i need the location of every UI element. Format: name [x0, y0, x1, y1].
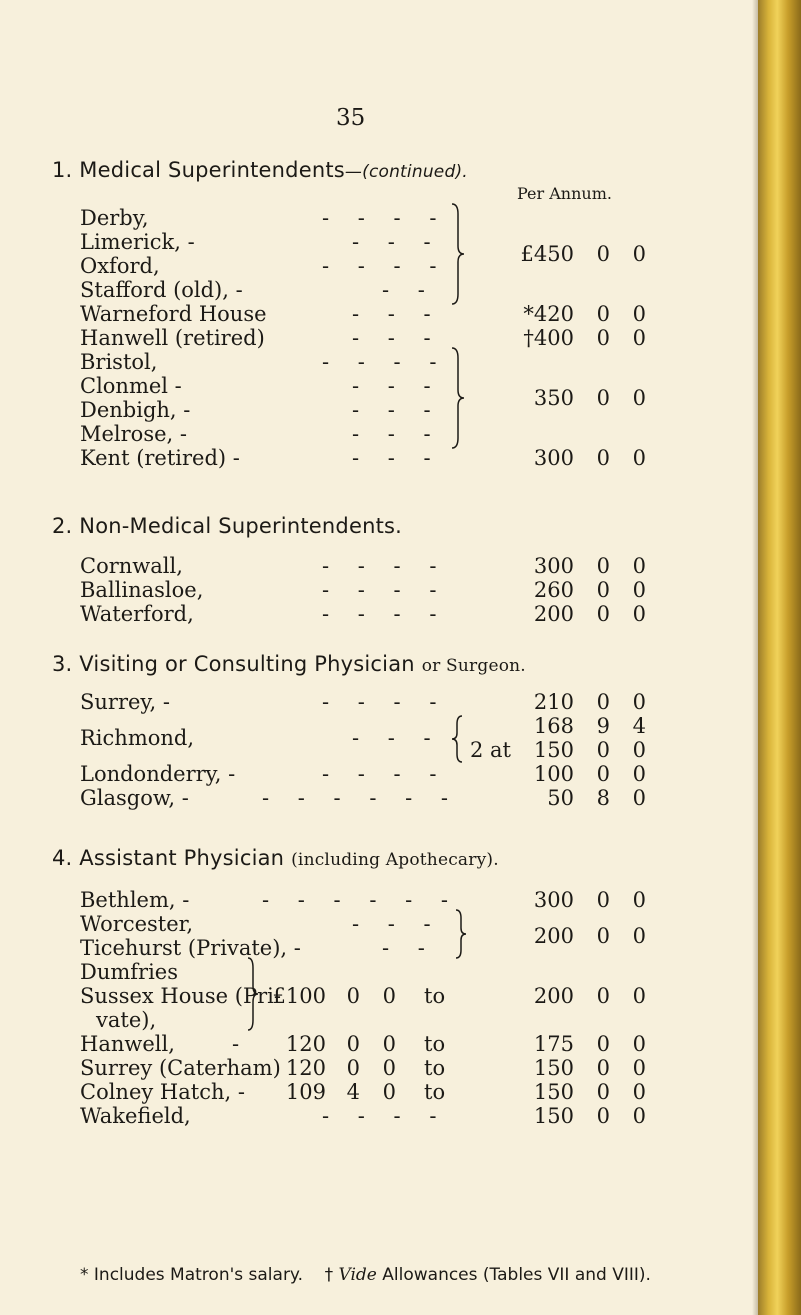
list-item: Denbigh, -: [80, 398, 191, 422]
left-brace: [450, 714, 464, 764]
amount-pounds: 200: [533, 984, 574, 1008]
amount-shillings: 0: [596, 326, 610, 350]
leader-dashes: - - -: [352, 374, 442, 398]
amount-pence: 0: [632, 446, 646, 470]
amount-shillings: 0: [596, 386, 610, 410]
leader-dashes: - - -: [352, 230, 442, 254]
book-spine: [758, 0, 801, 1315]
amount-shillings: 0: [596, 984, 610, 1008]
range-to: to: [424, 984, 446, 1008]
footnote-matron: * Includes Matron's salary.: [80, 1265, 303, 1285]
list-item: Hanwell,: [80, 1032, 175, 1056]
amount-pounds: 150: [533, 1080, 574, 1104]
list-item: Derby,: [80, 206, 149, 230]
amount-pence: 0: [632, 1032, 646, 1056]
list-item: Colney Hatch, -: [80, 1080, 245, 1104]
list-item: Worcester,: [80, 912, 194, 936]
footnote: [80, 1265, 651, 1285]
amount-pence: 0: [632, 1080, 646, 1104]
leader-dashes: - - - -: [322, 350, 448, 374]
leader-dashes: - - -: [352, 326, 442, 350]
amount-pence: 0: [632, 554, 646, 578]
right-brace: [454, 908, 468, 960]
list-item: Limerick, -: [80, 230, 195, 254]
leader-dashes: - - - - - -: [262, 888, 459, 912]
amount-shillings: 4: [346, 1080, 360, 1104]
leader-dashes: - - -: [352, 726, 442, 750]
amount-pence: 0: [632, 326, 646, 350]
amount-pence: 0: [632, 738, 646, 762]
amount-pence: 0: [632, 762, 646, 786]
section-3-heading: [52, 652, 526, 676]
amount-pence: 0: [632, 1104, 646, 1128]
amount-pounds: £100: [272, 984, 326, 1008]
amount-shillings: 0: [346, 984, 360, 1008]
amount-shillings: 8: [596, 786, 610, 810]
amount-shillings: 0: [596, 888, 610, 912]
amount-pence: 0: [632, 984, 646, 1008]
amount-shillings: 0: [596, 302, 610, 326]
list-item: Wakefield,: [80, 1104, 191, 1128]
amount-pence: 0: [632, 924, 646, 948]
list-item: vate),: [96, 1008, 157, 1032]
amount-pounds: *420: [523, 302, 574, 326]
amount-shillings: 0: [596, 242, 610, 266]
leader-dashes: - - - -: [322, 690, 448, 714]
section-4-title: 4. Assistant Physician: [52, 846, 285, 870]
footnote-allowances: Allowances (Tables VII and VIII).: [382, 1265, 651, 1285]
list-item: Surrey (Caterham): [80, 1056, 281, 1080]
amount-pounds: 350: [533, 386, 574, 410]
amount-pounds: 200: [533, 602, 574, 626]
right-brace: [246, 956, 260, 1032]
amount-shillings: 0: [596, 1032, 610, 1056]
amount-pounds: 100: [533, 762, 574, 786]
amount-shillings: 0: [596, 1056, 610, 1080]
list-item: Bethlem, -: [80, 888, 190, 912]
list-item: Hanwell (retired): [80, 326, 265, 350]
amount-pounds: 300: [533, 446, 574, 470]
amount-shillings: 0: [596, 924, 610, 948]
leader-dashes: - - - -: [322, 762, 448, 786]
amount-pence: 4: [632, 714, 646, 738]
section-4-suffix: (including Apothecary).: [291, 850, 499, 870]
range-to: to: [424, 1056, 446, 1080]
amount-pence: 0: [632, 242, 646, 266]
amount-pounds: 120: [285, 1032, 326, 1056]
amount-pence: 0: [632, 690, 646, 714]
amount-shillings: 9: [596, 714, 610, 738]
amount-shillings: 0: [596, 1080, 610, 1104]
page-number: 35: [336, 105, 366, 131]
amount-shillings: 0: [596, 554, 610, 578]
amount-pounds: 175: [533, 1032, 574, 1056]
leader-dashes: - - - -: [322, 1104, 448, 1128]
list-item: Richmond,: [80, 726, 195, 750]
amount-shillings: 0: [596, 446, 610, 470]
amount-shillings: 0: [596, 690, 610, 714]
leader-dashes: - - - -: [322, 206, 448, 230]
list-item: Kent (retired) -: [80, 446, 240, 470]
amount-pounds: 200: [533, 924, 574, 948]
range-to: to: [424, 1032, 446, 1056]
list-item: Londonderry, -: [80, 762, 236, 786]
amount-pounds: 300: [533, 888, 574, 912]
leader-dashes: - -: [382, 936, 436, 960]
amount-shillings: 0: [346, 1032, 360, 1056]
amount-pounds: 150: [533, 1104, 574, 1128]
section-1-heading: [52, 158, 468, 182]
amount-pence: 0: [382, 1056, 396, 1080]
list-item: Sussex House (Pri-: [80, 984, 281, 1008]
amount-pounds: 300: [533, 554, 574, 578]
amount-shillings: 0: [596, 578, 610, 602]
list-item: Glasgow, -: [80, 786, 189, 810]
section-3-suffix: or Surgeon.: [421, 656, 526, 676]
footnote-vide: Vide: [338, 1265, 377, 1285]
amount-pounds: 109: [285, 1080, 326, 1104]
leader-dashes: - - -: [352, 912, 442, 936]
amount-pounds: 210: [533, 690, 574, 714]
list-item: Oxford,: [80, 254, 160, 278]
amount-pounds: 50: [547, 786, 574, 810]
right-brace: [450, 346, 466, 450]
section-4-heading: [52, 846, 499, 870]
section-3-title: 3. Visiting or Consulting Physician: [52, 652, 415, 676]
leader-dashes: - - -: [352, 302, 442, 326]
amount-shillings: 0: [596, 738, 610, 762]
amount-pounds: £450: [520, 242, 574, 266]
amount-pence: 0: [632, 1056, 646, 1080]
section-2-heading: 2. Non-Medical Superintendents.: [52, 514, 403, 538]
amount-pounds: 168: [533, 714, 574, 738]
amount-shillings: 0: [596, 762, 610, 786]
leader-dashes: - - - -: [322, 254, 448, 278]
list-item: Waterford,: [80, 602, 194, 626]
leader-dashes: - - -: [352, 422, 442, 446]
list-item: Surrey, -: [80, 690, 170, 714]
leader-dashes: - - -: [352, 398, 442, 422]
list-item: Cornwall,: [80, 554, 183, 578]
per-annum-label: Per Annum.: [517, 184, 612, 203]
list-item: Ballinasloe,: [80, 578, 204, 602]
list-item: Dumfries: [80, 960, 179, 984]
leader-dashes: - - -: [352, 446, 442, 470]
right-brace: [450, 202, 466, 306]
list-item: Warneford House: [80, 302, 267, 326]
amount-pence: 0: [632, 786, 646, 810]
amount-pence: 0: [632, 302, 646, 326]
amount-pence: 0: [632, 602, 646, 626]
amount-pence: 0: [632, 386, 646, 410]
amount-pence: 0: [382, 1080, 396, 1104]
leader-dashes: - - - -: [322, 602, 448, 626]
list-item: Bristol,: [80, 350, 158, 374]
amount-pounds: 150: [533, 738, 574, 762]
range-to: to: [424, 1080, 446, 1104]
amount-pounds: 120: [285, 1056, 326, 1080]
leader-dashes: -: [232, 1032, 251, 1056]
multiplier-label: 2 at: [470, 738, 511, 762]
amount-shillings: 0: [596, 1104, 610, 1128]
section-1-title: 1. Medical Superintendents: [52, 158, 345, 182]
amount-shillings: 0: [596, 602, 610, 626]
leader-dashes: - - - - - -: [262, 786, 459, 810]
amount-shillings: 0: [346, 1056, 360, 1080]
footnote-dagger: †: [324, 1265, 334, 1285]
amount-pence: 0: [382, 984, 396, 1008]
list-item: Clonmel -: [80, 374, 182, 398]
amount-pounds: 260: [533, 578, 574, 602]
list-item: Ticehurst (Private), -: [80, 936, 301, 960]
amount-pounds: †400: [523, 326, 574, 350]
amount-pence: 0: [632, 888, 646, 912]
amount-pence: 0: [382, 1032, 396, 1056]
leader-dashes: - -: [382, 278, 436, 302]
list-item: Melrose, -: [80, 422, 187, 446]
amount-pounds: 150: [533, 1056, 574, 1080]
leader-dashes: - - - -: [322, 578, 448, 602]
list-item: Stafford (old), -: [80, 278, 243, 302]
leader-dashes: - - - -: [322, 554, 448, 578]
section-1-suffix: —(continued).: [344, 162, 468, 182]
amount-pence: 0: [632, 578, 646, 602]
